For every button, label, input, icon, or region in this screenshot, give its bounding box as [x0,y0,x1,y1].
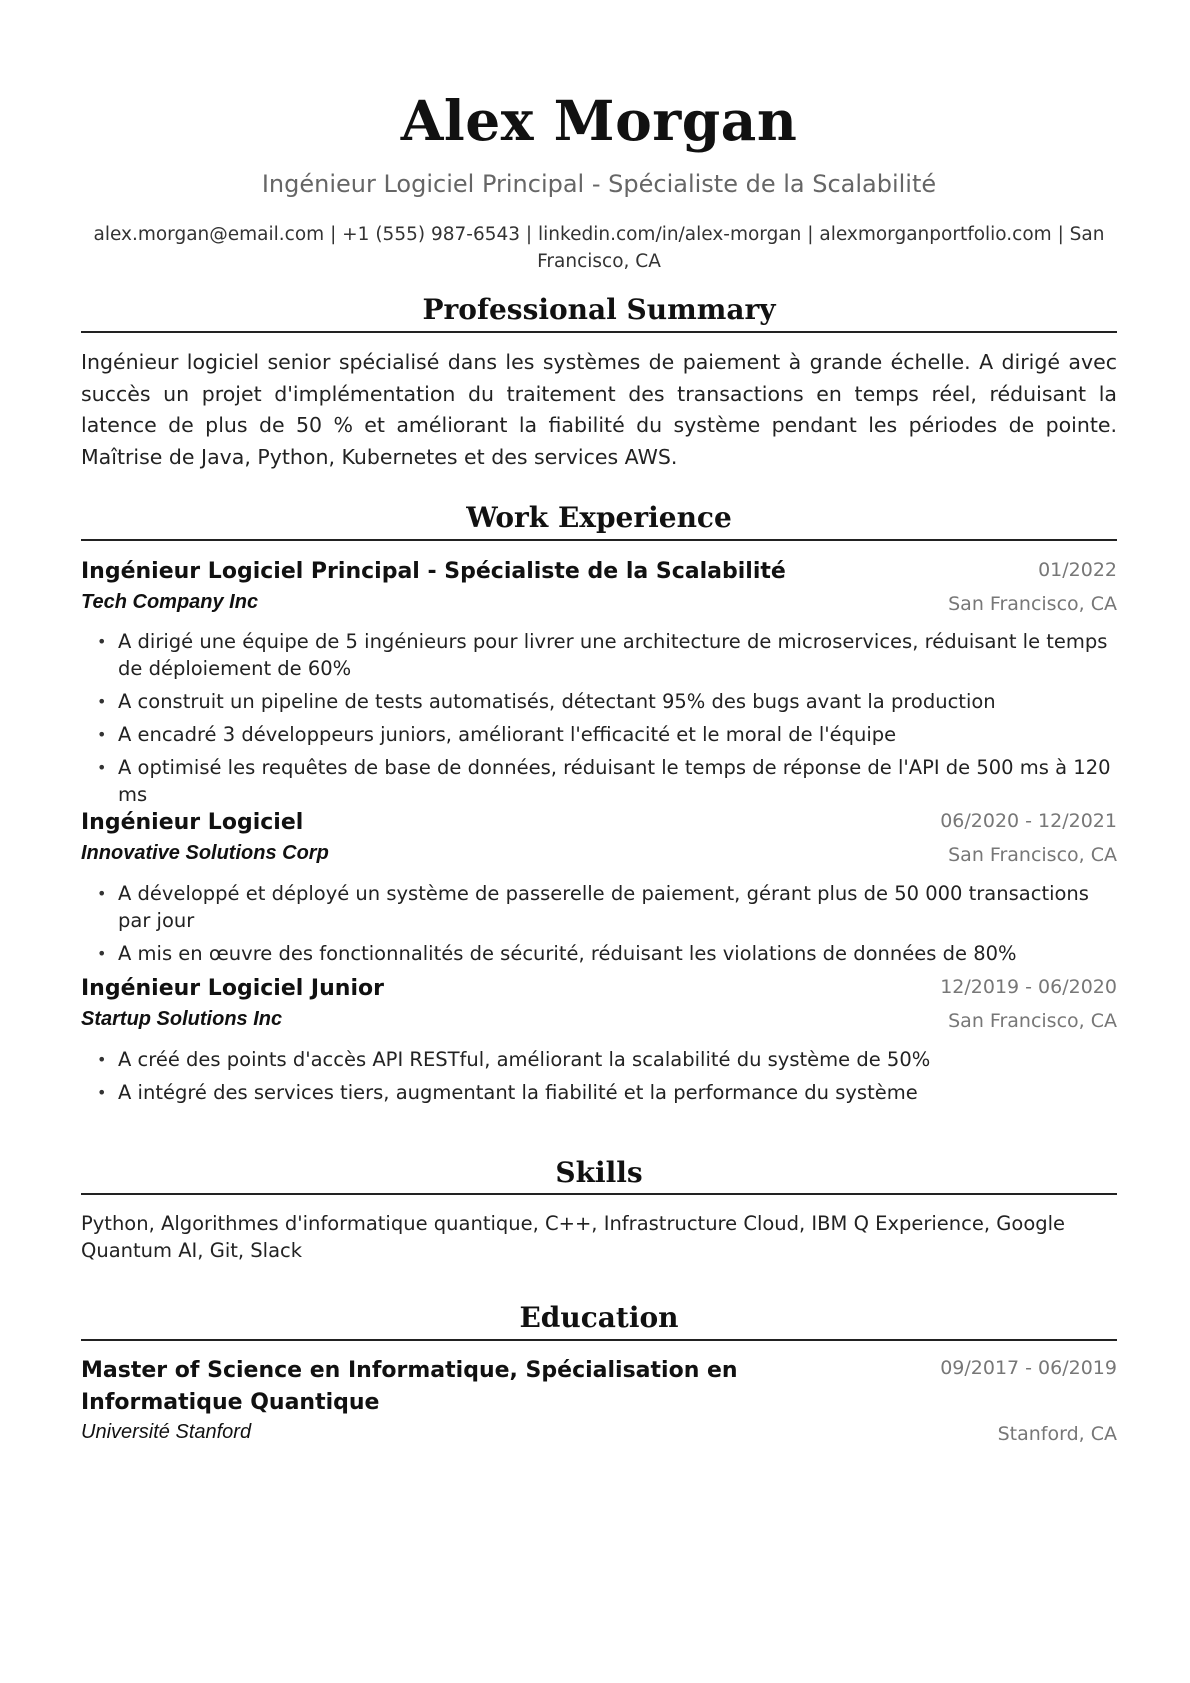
job-location: San Francisco, CA [948,844,1117,866]
education-heading: Education [519,1301,679,1334]
bullet-item: • A optimisé les requêtes de base de données, réduisant le temps de réponse de l'API de 500 ms à 120 ms [97,756,1111,806]
contact-line-2: Francisco, CA [537,251,661,272]
bullet-icon: • [97,884,107,903]
skills-heading: Skills [555,1156,643,1189]
education-school: Université Stanford [81,1421,252,1443]
bullet-icon: • [97,1050,107,1069]
education-divider [81,1339,1117,1341]
bullet-icon: • [97,632,107,651]
candidate-title: Ingénieur Logiciel Principal - Spécialiste de la Scalabilité [261,170,937,198]
job-bullets [81,628,1117,814]
contact-info [81,221,1117,275]
bullet-icon: • [97,758,107,777]
job-date: 06/2020 - 12/2021 [940,810,1117,832]
job-title: Ingénieur Logiciel [81,810,304,835]
bullet-icon: • [97,944,107,963]
bullet-item: • A créé des points d'accès API RESTful, améliorant la scalabilité du système de 50% [97,1048,931,1071]
job-location: San Francisco, CA [948,1010,1117,1032]
job-company: Tech Company Inc [81,591,259,613]
job-title: Ingénieur Logiciel Principal - Spécialiste de la Scalabilité [81,559,786,584]
bullet-item: • A encadré 3 développeurs juniors, améliorant l'efficacité et le moral de l'équipe [97,723,897,746]
education-date: 09/2017 - 06/2019 [940,1357,1117,1379]
bullet-item: • A intégré des services tiers, augmentant la fiabilité et la performance du système [97,1081,918,1104]
job-bullets [81,880,1117,973]
bullet-item: • A développé et déployé un système de passerelle de paiement, gérant plus de 50 000 transactions par jour [97,882,1089,932]
contact-line-1: alex.morgan@email.com | +1 (555) 987-6543 | linkedin.com/in/alex-morgan | alexmorganportfolio.com | San [93,224,1105,245]
summary-text: Ingénieur logiciel senior spécialisé dans les systèmes de paiement à grande échelle. A dirigé avec succès un projet d'implémentation du traitement des transactions en temps réel, réduisant la latence de plus de 50 % et améliorant la fiabilité du système pendant les périodes de pointe. Maîtrise de Java, Python, Kubernetes et des services AWS. [81,350,1117,469]
candidate-name: Alex Morgan [400,88,798,153]
job-company: Startup Solutions Inc [81,1008,283,1030]
skills-divider [81,1193,1117,1195]
bullet-icon: • [97,1083,107,1102]
experience-divider [81,539,1117,541]
summary-heading: Professional Summary [422,293,776,326]
bullet-icon: • [97,725,107,744]
job-date: 01/2022 [1038,559,1117,581]
bullet-item: • A dirigé une équipe de 5 ingénieurs pour livrer une architecture de microservices, réduisant le temps de déploiement de 60% [97,630,1108,680]
bullet-item: • A construit un pipeline de tests automatisés, détectant 95% des bugs avant la production [97,690,996,713]
experience-heading: Work Experience [466,501,732,534]
skills-text: Python, Algorithmes d'informatique quantique, C++, Infrastructure Cloud, IBM Q Experience, Google Quantum AI, Git, Slack [81,1212,1066,1262]
summary-divider [81,331,1117,333]
job-location: San Francisco, CA [948,593,1117,615]
job-title: Ingénieur Logiciel Junior [81,976,384,1001]
job-bullets [81,1046,1117,1112]
job-date: 12/2019 - 06/2020 [940,976,1117,998]
bullet-item: • A mis en œuvre des fonctionnalités de sécurité, réduisant les violations de données de 80% [97,942,1017,965]
bullet-icon: • [97,692,107,711]
education-degree: Master of Science en Informatique, Spécialisation en Informatique Quantique [81,1358,738,1415]
education-location: Stanford, CA [997,1423,1117,1445]
job-company: Innovative Solutions Corp [81,842,329,864]
